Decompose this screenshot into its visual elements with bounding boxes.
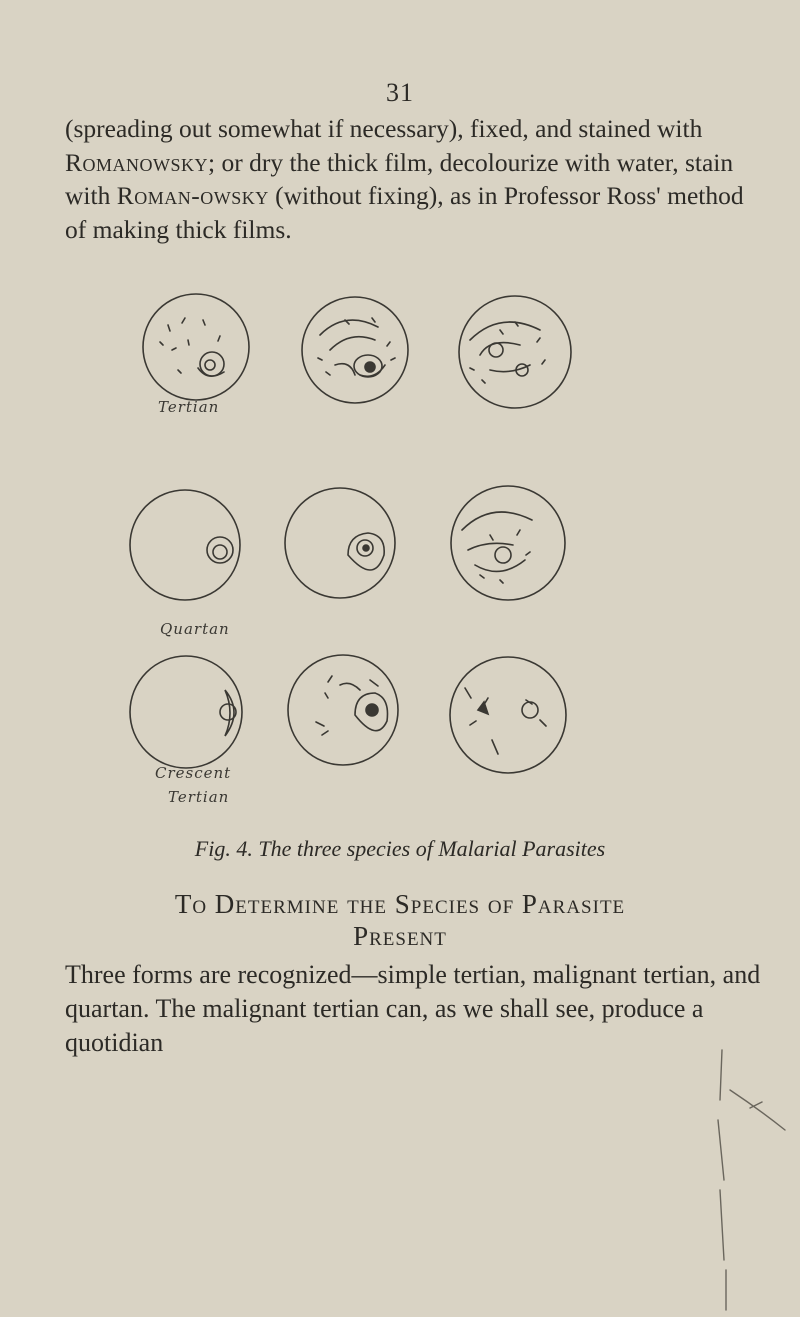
label-crescent: Crescent xyxy=(155,764,232,782)
figure-caption: Fig. 4. The three species of Malarial Parasites xyxy=(194,836,606,861)
intro-smallcaps-1: Romanowsky xyxy=(65,147,209,177)
intro-text-1: (spreading out somewhat if necessary), fixed, and stained with xyxy=(65,114,703,143)
quartan-cell-3 xyxy=(451,486,565,600)
section-heading-line2: Present xyxy=(353,921,447,951)
intro-paragraph xyxy=(65,112,765,246)
malarial-parasites-figure xyxy=(0,290,800,850)
margin-pencil-marks xyxy=(690,1040,800,1317)
intro-smallcaps-2: Roman-owsky xyxy=(116,181,269,210)
label-tertian: Tertian xyxy=(158,398,220,416)
section-heading-line1: To Determine the Species of Parasite xyxy=(174,889,626,919)
label-quartan: Quartan xyxy=(160,620,230,638)
tertian-cell-3 xyxy=(459,296,571,408)
crescent-cell-3 xyxy=(450,657,566,773)
page-number: 31 xyxy=(386,78,414,107)
section-paragraph: Three forms are recognized—simple tertian, malignant tertian, and quartan. The malignant tertian can, as we shall see, produce a quotidian xyxy=(65,960,761,1057)
quartan-cell-2 xyxy=(285,488,395,598)
tertian-cell-1 xyxy=(143,294,249,400)
section-heading xyxy=(60,888,740,952)
tertian-cell-2 xyxy=(302,297,408,403)
crescent-cell-1 xyxy=(130,656,242,768)
intro-text-3: (without fixing), as in Professor Ross' method of making thick films. xyxy=(65,181,744,244)
intro-text-2: ; or dry the thick film, decolourize with water, stain with xyxy=(65,147,734,210)
crescent-cell-2 xyxy=(288,655,398,765)
label-crescent-tertian: Tertian xyxy=(168,788,230,806)
quartan-cell-1 xyxy=(130,490,240,600)
